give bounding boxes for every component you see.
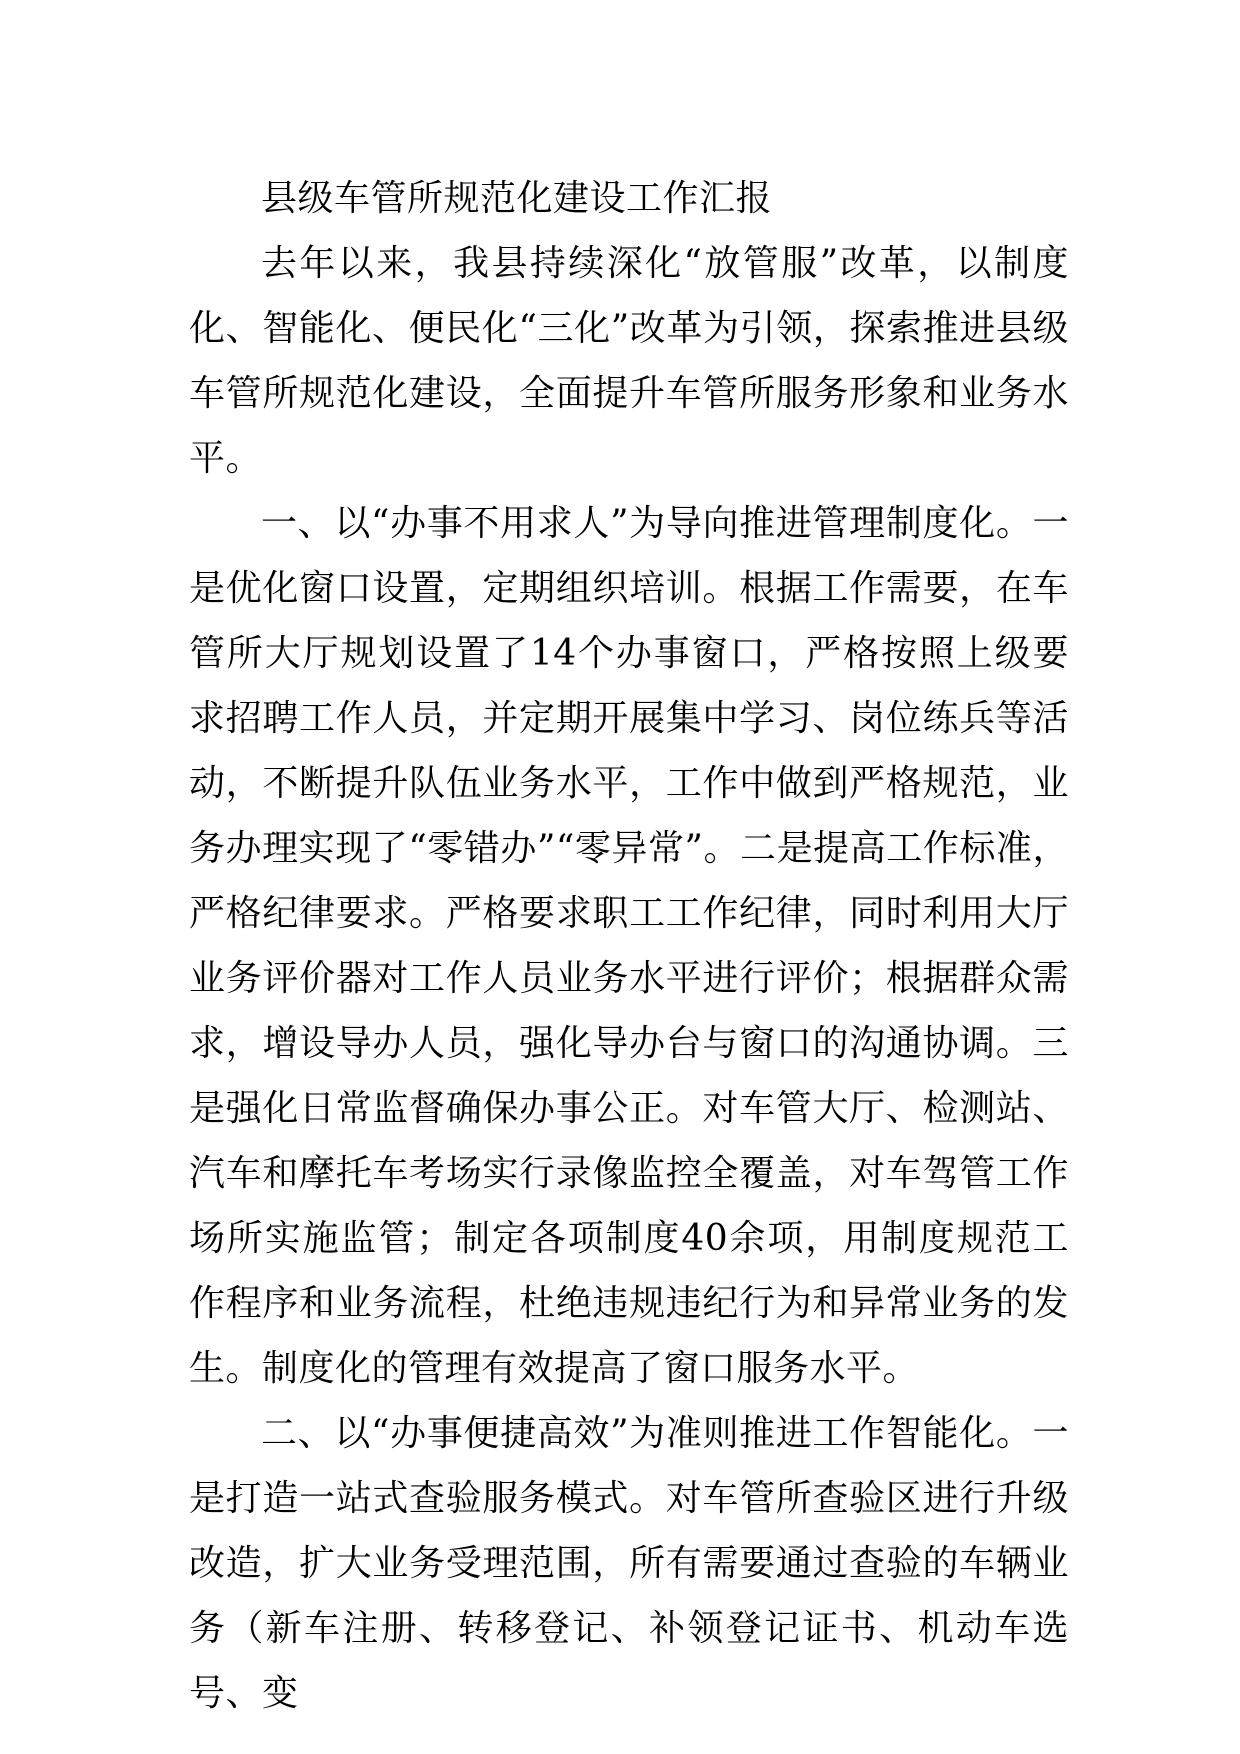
paragraph-intro: 去年以来，我县持续深化“放管服”改革，以制度化、智能化、便民化“三化”改革为引领，探索推进县级车管所规范化建设，全面提升车管所服务形象和业务水平。 (189, 243, 1069, 479)
document-body (189, 166, 1069, 1726)
document-title: 县级车管所规范化建设工作汇报 (261, 178, 773, 219)
paragraph-section-one: 一、以“办事不用求人”为导向推进管理制度化。一是优化窗口设置，定期组织培训。根据工作需要，在车管所大厅规划设置了14个办事窗口，严格按照上级要求招聘工作人员，并定期开展集中学习、岗位练兵等活动，不断提升队伍业务水平，工作中做到严格规范，业务办理实现了“零错办”“零异常”。二是提高工作标准，严格纪律要求。严格要求职工工作纪律，同时利用大厅业务评价器对工作人员业务水平进行评价；根据群众需求，增设导办人员，强化导办台与窗口的沟通协调。三是强化日常监督确保办事公正。对车管大厅、检测站、汽车和摩托车考场实行录像监控全覆盖，对车驾管工作场所实施监管；制定各项制度40余项，用制度规范工作程序和业务流程，杜绝违规违纪行为和异常业务的发生。制度化的管理有效提高了窗口服务水平。 (189, 503, 1069, 1389)
paragraph-section-two: 二、以“办事便捷高效”为准则推进工作智能化。一是打造一站式查验服务模式。对车管所查验区进行升级改造，扩大业务受理范围，所有需要通过查验的车辆业务（新车注册、转移登记、补领登记证书、机动车选号、变 (189, 1413, 1069, 1714)
